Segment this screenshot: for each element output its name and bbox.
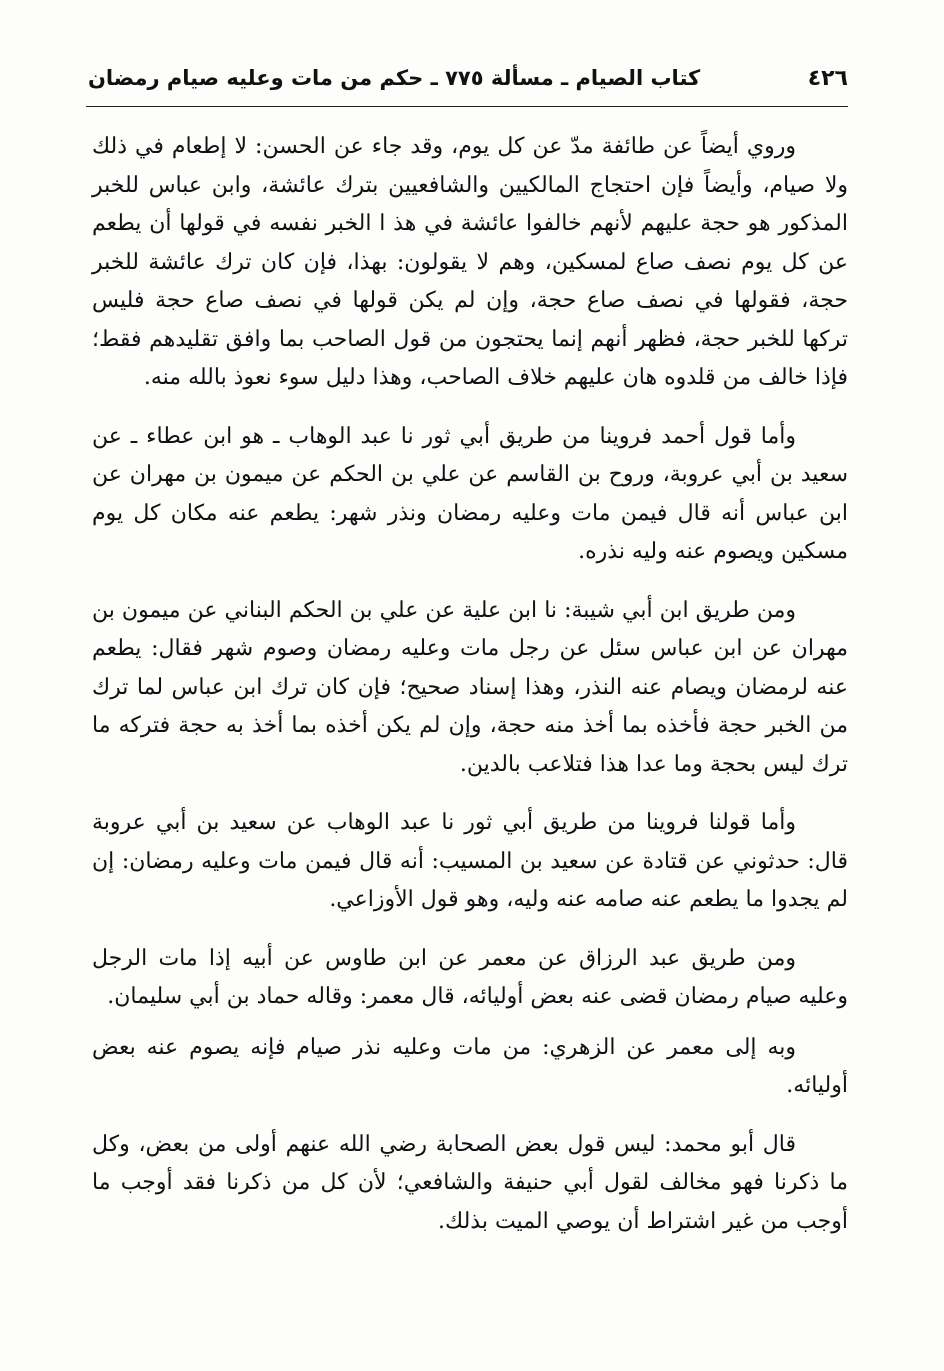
paragraph: وأما قول أحمد فروينا من طريق أبي ثور نا عبد الوهاب ـ هو ابن عطاء ـ عن سعيد بن أبي عروبة، وروح بن القاسم عن علي بن الحكم عن ميمون بن مهران عن ابن عباس أنه قال فيمن مات وعليه رمضان ونذر شهر: يطعم عنه مكان كل يوم مسكين ويصوم عنه وليه نذره. bbox=[92, 423, 848, 564]
paragraph: قال أبو محمد: ليس قول بعض الصحابة رضي الله عنهم أولى من بعض، وكل ما ذكرنا فهو مخالف لقول أبي حنيفة والشافعي؛ لأن كل من ذكرنا فقد أوجب ما أوجب من غير اشتراط أن يوصي الميت بذلك. bbox=[92, 1131, 848, 1234]
paragraph: وبه إلى معمر عن الزهري: من مات وعليه نذر صيام فإنه يصوم عنه بعض أوليائه. bbox=[92, 1034, 848, 1098]
page-number: ٤٢٦ bbox=[807, 65, 848, 91]
paragraph: وأما قولنا فروينا من طريق أبي ثور نا عبد الوهاب عن سعيد بن أبي عروبة قال: حدثوني عن قتادة عن سعيد بن المسيب: أنه قال فيمن مات وعليه رمضان: إن لم يجدوا ما يطعم عنه صامه عنه وليه، وهو قول الأوزاعي. bbox=[92, 810, 848, 912]
running-title: كتاب الصيام ـ مسألة ٧٧٥ ـ حكم من مات وعليه صيام رمضان bbox=[88, 66, 701, 90]
header-rule bbox=[86, 106, 848, 107]
body-text bbox=[92, 128, 848, 1241]
paragraph: ومن طريق عبد الرزاق عن معمر عن ابن طاوس عن أبيه إذا مات الرجل وعليه صيام رمضان قضى عنه بعض أوليائه، قال معمر: وقاله حماد بن أبي سليمان. bbox=[92, 945, 848, 1009]
running-header bbox=[88, 56, 848, 100]
paragraph: وروي أيضاً عن طائفة مدّ عن كل يوم، وقد جاء عن الحسن: لا إطعام في ذلك ولا صيام، وأيضاً فإن احتجاج المالكيين والشافعيين بترك عائشة، وابن عباس للخبر المذكور هو حجة عليهم لأنهم خالفوا عائشة في هذ ا الخبر نفسه في قولها أن يطعم عن كل يوم نصف صاع لمسكين، وهم لا يقولون: بهذا، فإن كان ترك عائشة للخبر حجة، فقولها في نصف صاع حجة، وإن لم يكن قولها في نصف صاع حجة فليس تركها للخبر حجة، فظهر أنهم إنما يحتجون من قول الصاحب بما وافق تقليدهم فقط؛ فإذا خالف من قلدوه هان عليهم خلاف الصاحب، وهذا دليل سوء نعوذ بالله منه. bbox=[92, 134, 848, 390]
paragraph: ومن طريق ابن أبي شيبة: نا ابن علية عن علي بن الحكم البناني عن ميمون بن مهران عن ابن عباس سئل عن رجل مات وعليه رمضان وصوم شهر فقال: يطعم عنه لرمضان ويصام عنه النذر، وهذا إسناد صحيح؛ فإن كان ترك ابن عباس لما ترك من الخبر حجة فأخذه بما أخذ منه حجة، وإن لم يكن أخذه بما أخذ به حجة فتركه ما ترك ليس بحجة وما عدا هذا فتلاعب بالدين. bbox=[92, 597, 848, 777]
